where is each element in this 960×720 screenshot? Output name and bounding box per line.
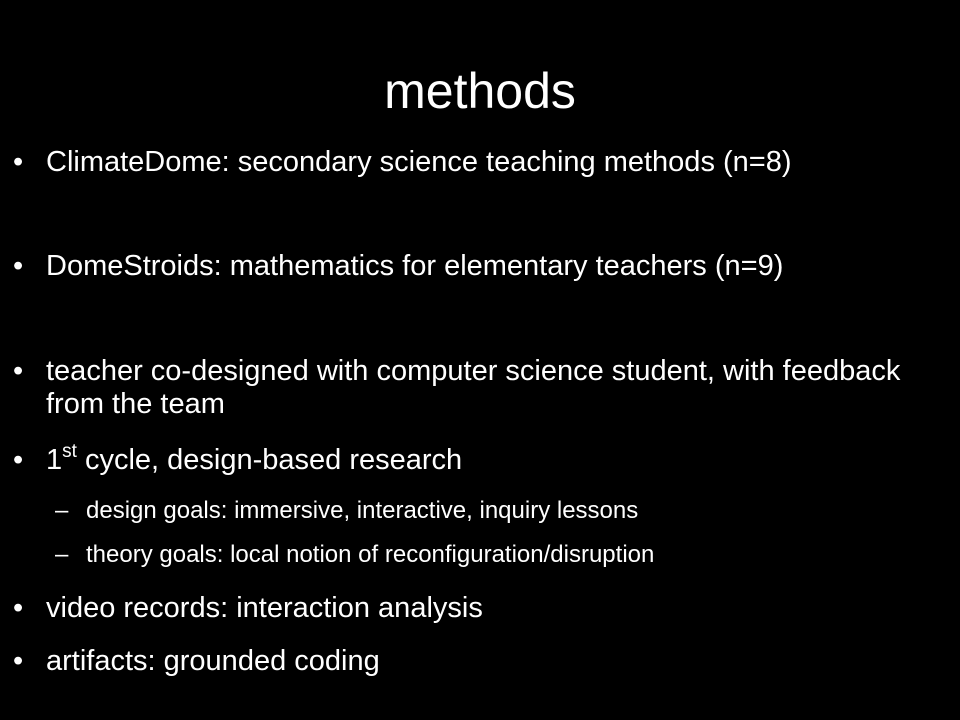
bullet-item bbox=[13, 146, 926, 179]
dash-icon: – bbox=[55, 497, 69, 524]
bullet-icon: • bbox=[13, 444, 24, 476]
sub-bullet-text: design goals: immersive, interactive, inquiry lessons bbox=[86, 497, 639, 524]
bullet-item bbox=[13, 645, 926, 678]
sub-bullet-item bbox=[55, 497, 926, 525]
bullet-item bbox=[13, 441, 926, 477]
bullet-item bbox=[13, 250, 926, 283]
bullet-icon: • bbox=[13, 250, 24, 282]
sub-bullet-item bbox=[55, 541, 926, 569]
bullet-prefix: 1 bbox=[46, 444, 63, 476]
bullet-text: teacher co-designed with computer science student, with feedback from the team bbox=[46, 355, 901, 420]
bullet-text: artifacts: grounded coding bbox=[46, 645, 380, 677]
bullet-text: ClimateDome: secondary science teaching methods (n=8) bbox=[46, 146, 792, 178]
slide-title: methods bbox=[384, 63, 576, 119]
bullet-text: DomeStroids: mathematics for elementary teachers (n=9) bbox=[46, 250, 784, 282]
bullet-text: video records: interaction analysis bbox=[46, 592, 483, 624]
bullet-superscript: st bbox=[62, 441, 77, 462]
bullet-item bbox=[13, 592, 926, 625]
bullet-item bbox=[13, 355, 926, 421]
bullet-icon: • bbox=[13, 146, 24, 178]
bullet-icon: • bbox=[13, 645, 24, 677]
bullet-text: cycle, design-based research bbox=[76, 444, 463, 476]
sub-bullet-text: theory goals: local notion of reconfiguration/disruption bbox=[86, 541, 655, 568]
dash-icon: – bbox=[55, 541, 69, 568]
bullet-icon: • bbox=[13, 592, 24, 624]
bullet-icon: • bbox=[13, 355, 24, 387]
